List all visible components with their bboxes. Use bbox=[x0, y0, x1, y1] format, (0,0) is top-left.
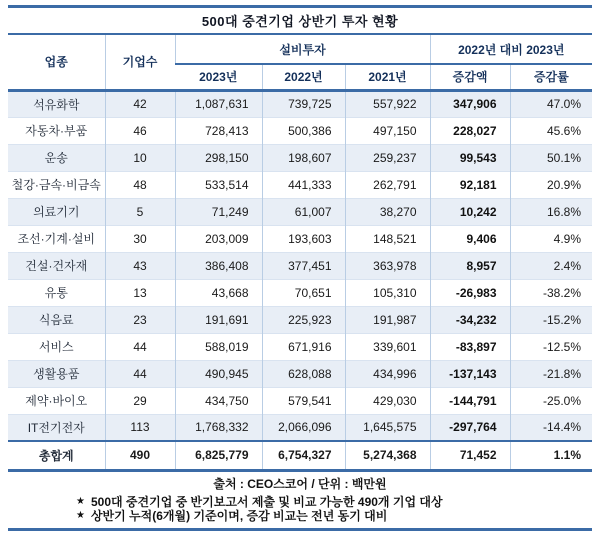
table-row bbox=[8, 414, 592, 441]
col-header-change-rate: 증감률 bbox=[510, 64, 592, 90]
cell-2023: 490,945 bbox=[175, 360, 262, 387]
cell-2022: 377,451 bbox=[262, 252, 345, 279]
cell-change-rate: -14.4% bbox=[510, 414, 592, 441]
cell-industry: 서비스 bbox=[38, 340, 74, 354]
cell-companies: 43 bbox=[105, 252, 175, 279]
cell-2021: 497,150 bbox=[345, 117, 430, 144]
total-2023: 6,825,779 bbox=[175, 441, 262, 470]
table-row bbox=[8, 198, 592, 225]
cell-2023: 298,150 bbox=[175, 144, 262, 171]
cell-2023: 1,768,332 bbox=[175, 414, 262, 441]
cell-2023: 533,514 bbox=[175, 171, 262, 198]
cell-2022: 628,088 bbox=[262, 360, 345, 387]
footnote-item bbox=[76, 509, 592, 523]
total-label: 총합계 bbox=[38, 448, 74, 463]
table-row bbox=[8, 225, 592, 252]
cell-change-amount: -137,143 bbox=[430, 360, 510, 387]
table-row bbox=[8, 171, 592, 198]
total-2022: 6,754,327 bbox=[262, 441, 345, 470]
cell-companies: 13 bbox=[105, 279, 175, 306]
col-header-companies: 기업수 bbox=[105, 35, 175, 90]
table-footer bbox=[8, 441, 592, 470]
cell-change-amount: -144,791 bbox=[430, 387, 510, 414]
cell-companies: 46 bbox=[105, 117, 175, 144]
cell-change-rate: 4.9% bbox=[510, 225, 592, 252]
cell-change-rate: 45.6% bbox=[510, 117, 592, 144]
cell-change-rate: 2.4% bbox=[510, 252, 592, 279]
cell-companies: 44 bbox=[105, 333, 175, 360]
table-title: 500대 중견기업 상반기 투자 현황 bbox=[8, 5, 592, 35]
cell-industry: 건설·건자재 bbox=[8, 252, 105, 279]
table-row bbox=[8, 387, 592, 414]
cell-companies: 29 bbox=[105, 387, 175, 414]
cell-companies: 44 bbox=[105, 360, 175, 387]
header-group-row bbox=[8, 35, 592, 64]
table-row bbox=[8, 117, 592, 144]
table-row bbox=[8, 306, 592, 333]
cell-industry: 조선·기계·설비 bbox=[17, 232, 96, 246]
cell-change-rate: -38.2% bbox=[510, 279, 592, 306]
footnote-item bbox=[76, 495, 592, 509]
cell-change-amount: -34,232 bbox=[430, 306, 510, 333]
col-group-capex: 설비투자 bbox=[175, 35, 430, 64]
cell-change-rate: -15.2% bbox=[510, 306, 592, 333]
cell-2021: 262,791 bbox=[345, 171, 430, 198]
cell-2021: 259,237 bbox=[345, 144, 430, 171]
cell-2022: 225,923 bbox=[262, 306, 345, 333]
cell-change-amount: -26,983 bbox=[430, 279, 510, 306]
cell-change-amount: 9,406 bbox=[430, 225, 510, 252]
cell-2023: 203,009 bbox=[175, 225, 262, 252]
col-header-2021: 2021년 bbox=[345, 64, 430, 90]
cell-2023: 386,408 bbox=[175, 252, 262, 279]
cell-2021: 363,978 bbox=[345, 252, 430, 279]
cell-2021: 339,601 bbox=[345, 333, 430, 360]
cell-change-rate: -21.8% bbox=[510, 360, 592, 387]
cell-industry: IT전기전자 bbox=[8, 414, 105, 441]
cell-change-amount: 92,181 bbox=[430, 171, 510, 198]
cell-industry: 자동차·부품 bbox=[25, 124, 88, 138]
total-change-rate: 1.1% bbox=[510, 441, 592, 470]
col-group-change: 2022년 대비 2023년 bbox=[430, 35, 592, 64]
investment-table bbox=[8, 35, 592, 472]
cell-change-amount: 99,543 bbox=[430, 144, 510, 171]
cell-2022: 2,066,096 bbox=[262, 414, 345, 441]
col-header-2023: 2023년 bbox=[175, 64, 262, 90]
table-row bbox=[8, 279, 592, 306]
table-row bbox=[8, 90, 592, 117]
cell-change-rate: -25.0% bbox=[510, 387, 592, 414]
cell-2023: 191,691 bbox=[175, 306, 262, 333]
cell-industry: 생활용품 bbox=[8, 360, 105, 387]
col-header-change-amount: 증감액 bbox=[430, 64, 510, 90]
table-header bbox=[8, 35, 592, 90]
table-row bbox=[8, 333, 592, 360]
cell-industry: 제약·바이오 bbox=[25, 394, 88, 408]
cell-change-amount: -83,897 bbox=[430, 333, 510, 360]
cell-change-rate: -12.5% bbox=[510, 333, 592, 360]
cell-2021: 429,030 bbox=[345, 387, 430, 414]
cell-companies: 48 bbox=[105, 171, 175, 198]
cell-2022: 739,725 bbox=[262, 90, 345, 117]
cell-2023: 434,750 bbox=[175, 387, 262, 414]
table-row bbox=[8, 144, 592, 171]
cell-2021: 434,996 bbox=[345, 360, 430, 387]
table-row bbox=[8, 252, 592, 279]
cell-2022: 500,386 bbox=[262, 117, 345, 144]
cell-change-amount: 228,027 bbox=[430, 117, 510, 144]
cell-industry: 철강·금속·비금속 bbox=[11, 178, 101, 192]
cell-2022: 579,541 bbox=[262, 387, 345, 414]
footnote-text: 상반기 누적(6개월) 기준이며, 증감 비교는 전년 동기 대비 bbox=[90, 508, 388, 523]
star-icon: ★ bbox=[76, 495, 85, 507]
cell-2023: 1,087,631 bbox=[175, 90, 262, 117]
cell-industry: 유통 bbox=[44, 286, 68, 300]
cell-2022: 61,007 bbox=[262, 198, 345, 225]
cell-industry: 식음료 bbox=[8, 306, 105, 333]
cell-change-rate: 47.0% bbox=[510, 90, 592, 117]
cell-change-amount: 8,957 bbox=[430, 252, 510, 279]
cell-2022: 193,603 bbox=[262, 225, 345, 252]
cell-industry: 석유화학 bbox=[8, 90, 105, 117]
cell-companies: 42 bbox=[105, 90, 175, 117]
cell-2021: 191,987 bbox=[345, 306, 430, 333]
total-2021: 5,274,368 bbox=[345, 441, 430, 470]
total-row bbox=[8, 441, 592, 470]
cell-companies: 10 bbox=[105, 144, 175, 171]
cell-change-amount: 347,906 bbox=[430, 90, 510, 117]
cell-2022: 70,651 bbox=[262, 279, 345, 306]
cell-2021: 557,922 bbox=[345, 90, 430, 117]
cell-2023: 43,668 bbox=[175, 279, 262, 306]
cell-change-rate: 16.8% bbox=[510, 198, 592, 225]
cell-companies: 30 bbox=[105, 225, 175, 252]
cell-change-amount: 10,242 bbox=[430, 198, 510, 225]
cell-companies: 23 bbox=[105, 306, 175, 333]
investment-table-sheet bbox=[8, 5, 592, 531]
cell-companies: 5 bbox=[105, 198, 175, 225]
cell-2023: 71,249 bbox=[175, 198, 262, 225]
bottom-divider bbox=[8, 528, 592, 531]
footnote-text: 500대 중견기업 중 반기보고서 제출 및 비교 가능한 490개 기업 대상 bbox=[90, 494, 443, 509]
cell-2023: 728,413 bbox=[175, 117, 262, 144]
col-header-2022: 2022년 bbox=[262, 64, 345, 90]
table-body bbox=[8, 90, 592, 441]
cell-2022: 671,916 bbox=[262, 333, 345, 360]
cell-industry: 운송 bbox=[8, 144, 105, 171]
cell-2021: 38,270 bbox=[345, 198, 430, 225]
star-icon: ★ bbox=[76, 509, 85, 521]
source-and-unit-caption: 출처 : CEO스코어 / 단위 : 백만원 bbox=[213, 476, 387, 491]
cell-companies: 113 bbox=[105, 414, 175, 441]
cell-industry: 의료기기 bbox=[8, 198, 105, 225]
col-header-industry: 업종 bbox=[8, 35, 105, 90]
cell-2021: 105,310 bbox=[345, 279, 430, 306]
total-companies: 490 bbox=[105, 441, 175, 470]
cell-change-rate: 20.9% bbox=[510, 171, 592, 198]
cell-change-amount: -297,764 bbox=[430, 414, 510, 441]
cell-2022: 198,607 bbox=[262, 144, 345, 171]
cell-2023: 588,019 bbox=[175, 333, 262, 360]
footnotes bbox=[8, 495, 592, 523]
cell-2021: 1,645,575 bbox=[345, 414, 430, 441]
total-change-amount: 71,452 bbox=[430, 441, 510, 470]
cell-2021: 148,521 bbox=[345, 225, 430, 252]
cell-change-rate: 50.1% bbox=[510, 144, 592, 171]
table-row bbox=[8, 360, 592, 387]
cell-2022: 441,333 bbox=[262, 171, 345, 198]
